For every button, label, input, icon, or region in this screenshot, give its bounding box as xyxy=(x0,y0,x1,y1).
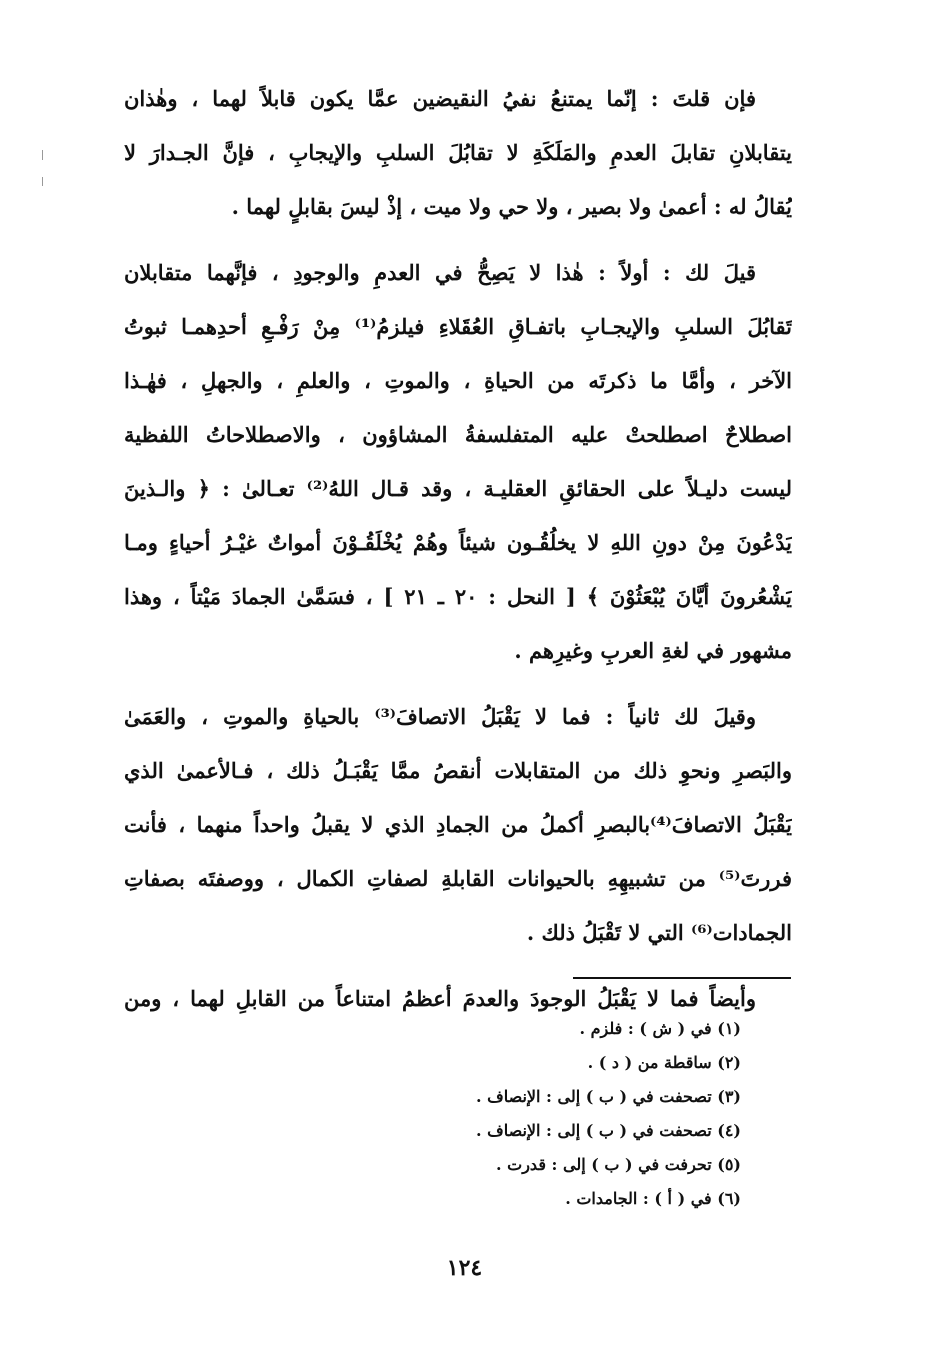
page-number: ١٢٤ xyxy=(446,1255,483,1281)
text-line: فررتَ⁽⁵⁾ من تشبيهِهِ بالحيوانات القابلةِ لصفاتِ الكمال ، ووصفتَه بصفاتِ xyxy=(124,866,792,891)
footnote: (١) في ( ش ) : فلزم . xyxy=(579,1019,741,1038)
text-line: الجمادات⁽⁶⁾ التي لا تَقْبَلُ ذلك . xyxy=(526,920,792,945)
text-line: يَقْبَلُ الاتصافَ⁽⁴⁾بالبصرِ أكملُ من الجمادِ الذي لا يقبلُ واحداً منهما ، فأنت xyxy=(124,812,792,837)
paragraph xyxy=(124,72,792,234)
text-line: يتقابلانِ تقابلَ العدمِ والمَلَكَةِ لا تقابُلَ السلبِ والإيجابِ ، فإنَّ الجـدارَ لا xyxy=(124,140,792,165)
text-line: وقيلَ لك ثانياً : فما لا يَقْبَلُ الاتصافَ⁽³⁾ بالحياةِ والموتِ ، والعَمَىٰ xyxy=(124,704,756,729)
footnote: (٤) تصحفت في ( ب ) إلى : الإنصاف . xyxy=(475,1121,741,1140)
text-line: ليست دليـلاً على الحقائقِ العقليـة ، وقد قـال اللهُ⁽²⁾ تعـالىٰ : ﴿ والـذينَ xyxy=(124,476,792,501)
main-text xyxy=(124,72,792,1026)
footnote: (٢) ساقطة من ( د ) . xyxy=(587,1053,741,1072)
margin-mark xyxy=(42,177,43,186)
text-line: يَشْعُرونَ أيَّانَ يُبْعَثُوْنَ ﴾ [ النحل : ٢٠ ـ ٢١ ] ، فسَمَّىٰ الجمادَ مَيْتاً ، وهذا xyxy=(124,584,792,609)
margin-mark xyxy=(42,150,43,160)
footnote: (٦) في ( أ ) : الجامدات . xyxy=(565,1189,741,1208)
text-line: والبَصرِ ونحوِ ذلك من المتقابلات أنقصُ ممَّا يَقْبَـلُ ذلك ، فـالأعمىٰ الذي xyxy=(124,758,792,783)
text-line: الآخر ، وأمَّا ما ذكرتَه من الحياةِ ، والموتِ ، والعلمِ ، والجهلِ ، فهٰـذا xyxy=(124,368,792,393)
text-line: يُقالُ له : أعمىٰ ولا بصير ، ولا حي ولا ميت ، إذْ ليسَ بقابلٍ لهما . xyxy=(231,194,792,219)
text-line: وأيضاً فما لا يَقْبَلُ الوجودَ والعدمَ أعظمُ امتناعاً من القابلِ لهما ، ومن xyxy=(124,986,756,1011)
footnote: (٥) تحرفت في ( ب ) إلى : قدرت . xyxy=(496,1155,741,1174)
text-line: اصطلاحٌ اصطلحتْ عليه المتفلسفةُ المشاؤون ، والاصطلاحاتُ اللفظية xyxy=(124,422,792,447)
text-line: قيلَ لك : أولاً : هٰذا لا يَصِحُّ في العدمِ والوجودِ ، فإنَّهما متقابلان xyxy=(124,260,756,285)
text-line: تَقابُلَ السلبِ والإيجـابِ باتفـاقِ العُقَلاءِ فيلزمُ⁽¹⁾ مِنْ رَفْـعِ أحدِهمـا ثبوتُ xyxy=(124,314,792,339)
paragraph xyxy=(124,246,792,678)
text-line: مشهور في لغةِ العربِ وغيرِهم . xyxy=(514,638,792,663)
footnotes xyxy=(181,1012,741,1216)
text-line: يَدْعُونَ مِنْ دونِ اللهِ لا يخلُقُـون شيئاً وهُمْ يُخْلَقُـوْنَ أمواتٌ غيْـرُ أحياءٍ ومـا xyxy=(124,530,792,555)
footnote: (٣) تصحفت في ( ب ) إلى : الإنصاف . xyxy=(475,1087,741,1106)
footnote-separator xyxy=(573,977,791,979)
paragraph xyxy=(124,690,792,960)
text-line: فإن قلتَ : إنّما يمتنعُ نفيُ النقيضين عمَّا يكون قابلاً لهما ، وهٰذان xyxy=(124,86,756,111)
